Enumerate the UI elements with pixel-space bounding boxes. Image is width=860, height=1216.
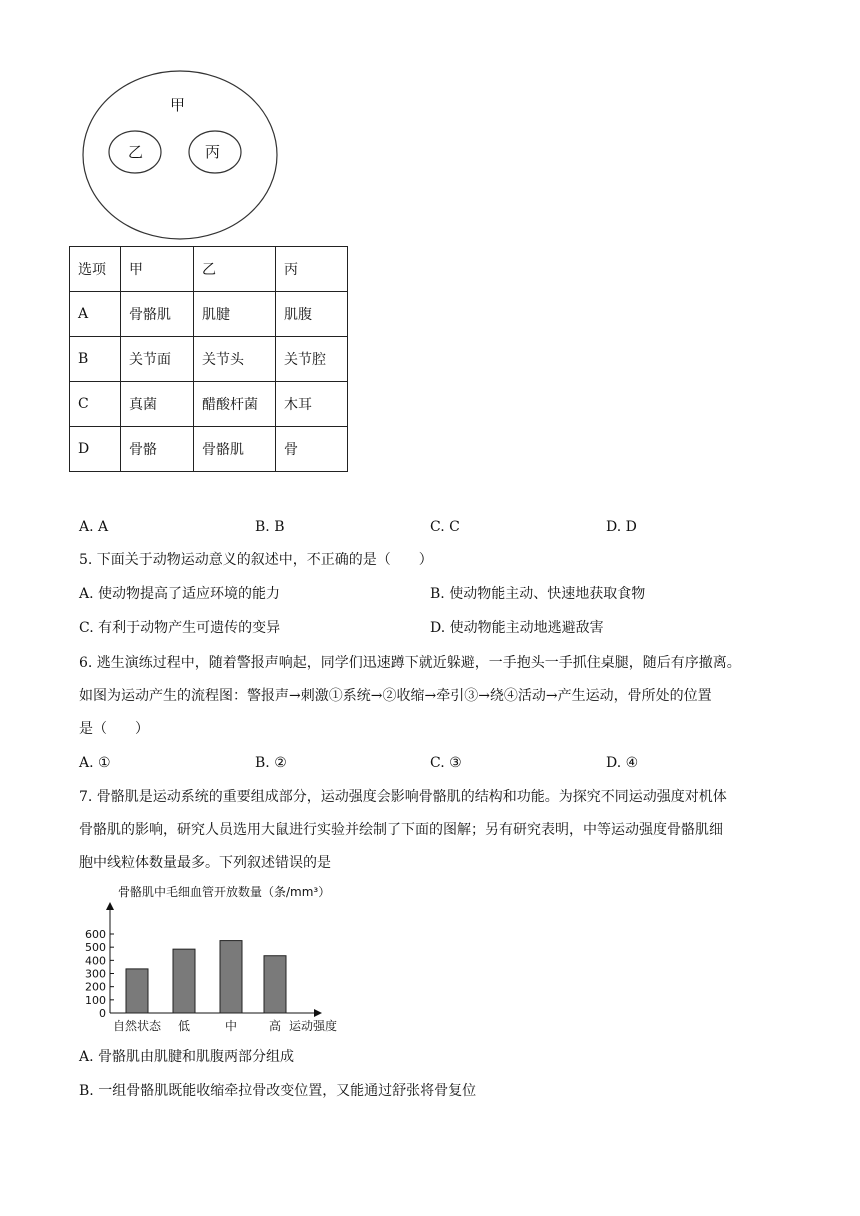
q6-stem-line-3: 是（ ） bbox=[79, 721, 149, 737]
q4-option-c: C. C bbox=[430, 519, 460, 535]
q5-option-b: B. 使动物能主动、快速地获取食物 bbox=[430, 586, 646, 602]
q7-stem-line-2: 骨骼肌的影响，研究人员选用大鼠进行实验并绘制了下面的图解；另有研究表明，中等运动强度骨骼肌细 bbox=[79, 822, 723, 838]
table-cell: 关节头 bbox=[194, 337, 276, 382]
table-header-cell: 乙 bbox=[194, 247, 276, 292]
venn-svg bbox=[80, 68, 280, 243]
q6-option-d: D. ④ bbox=[606, 755, 639, 771]
chart-title: 骨骼肌中毛细血管开放数量（条/mm³） bbox=[118, 885, 331, 899]
table-cell: 木耳 bbox=[276, 382, 348, 427]
q6-option-b: B. ② bbox=[255, 755, 287, 771]
q4-option-a: A. A bbox=[79, 519, 109, 535]
x-tick-label: 高 bbox=[268, 1019, 282, 1033]
q7-option-b: B. 一组骨骼肌既能收缩牵拉骨改变位置，又能通过舒张将骨复位 bbox=[79, 1083, 477, 1099]
bar bbox=[220, 941, 242, 1013]
chart-svg bbox=[78, 880, 368, 1040]
chart-xlabel: 运动强度 bbox=[289, 1019, 338, 1033]
options-table bbox=[69, 246, 348, 472]
y-tick-label: 100 bbox=[85, 993, 106, 1007]
x-tick-label: 中 bbox=[224, 1019, 238, 1033]
q6-option-c: C. ③ bbox=[430, 755, 462, 771]
table-cell: 骨骼肌 bbox=[121, 292, 194, 337]
venn-left-label: 乙 bbox=[128, 143, 144, 161]
table-cell: A bbox=[70, 292, 121, 337]
q5-option-d: D. 使动物能主动地逃避敌害 bbox=[430, 620, 604, 636]
table-cell: 肌腱 bbox=[194, 292, 276, 337]
q4-option-d: D. D bbox=[606, 519, 637, 535]
q7-stem-line-1: 7. 骨骼肌是运动系统的重要组成部分，运动强度会影响骨骼肌的结构和功能。为探究不同运动强度对机体 bbox=[79, 789, 727, 805]
table-cell: 骨 bbox=[276, 427, 348, 472]
y-tick-label: 400 bbox=[85, 954, 106, 968]
table-cell: D bbox=[70, 427, 121, 472]
table-cell: 醋酸杆菌 bbox=[194, 382, 276, 427]
q6-stem-line-1: 6. 逃生演练过程中，随着警报声响起，同学们迅速蹲下就近躲避，一手抱头一手抓住桌腿，随后有序撤离。 bbox=[79, 655, 741, 671]
table-row bbox=[70, 337, 348, 382]
table-header-cell: 丙 bbox=[276, 247, 348, 292]
table-cell: 肌腹 bbox=[276, 292, 348, 337]
bar bbox=[264, 956, 286, 1013]
table-cell: C bbox=[70, 382, 121, 427]
venn-right-label: 丙 bbox=[205, 143, 221, 161]
table-cell: 骨骼肌 bbox=[194, 427, 276, 472]
table-cell: 骨骼 bbox=[121, 427, 194, 472]
bar bbox=[126, 969, 148, 1013]
q6-option-a: A. ① bbox=[79, 755, 111, 771]
table-row bbox=[70, 427, 348, 472]
table-cell: 关节面 bbox=[121, 337, 194, 382]
q5-option-a: A. 使动物提高了适应环境的能力 bbox=[79, 586, 281, 602]
q7-option-a: A. 骨骼肌由肌腱和肌腹两部分组成 bbox=[79, 1049, 295, 1065]
y-tick-label: 0 bbox=[99, 1007, 106, 1020]
table-cell: 真菌 bbox=[121, 382, 194, 427]
table-header-row bbox=[70, 247, 348, 292]
table-header-cell: 甲 bbox=[121, 247, 194, 292]
y-axis-arrow bbox=[106, 902, 114, 910]
table-header-cell: 选项 bbox=[70, 247, 121, 292]
y-tick-label: 600 bbox=[85, 928, 106, 941]
table-row bbox=[70, 292, 348, 337]
table-row bbox=[70, 382, 348, 427]
venn-outer-label: 甲 bbox=[170, 96, 186, 114]
table-cell: 关节腔 bbox=[276, 337, 348, 382]
q6-stem-line-2: 如图为运动产生的流程图：警报声→刺激①系统→②收缩→牵引③→绕④活动→产生运动，骨所处的位置 bbox=[79, 688, 712, 704]
q4-option-b: B. B bbox=[255, 519, 285, 535]
y-tick-label: 300 bbox=[85, 967, 106, 981]
x-tick-label: 自然状态 bbox=[112, 1019, 162, 1033]
bar bbox=[173, 949, 195, 1013]
q5-stem: 5. 下面关于动物运动意义的叙述中，不正确的是（ ） bbox=[79, 552, 433, 568]
x-tick-label: 低 bbox=[177, 1019, 191, 1033]
y-tick-label: 200 bbox=[85, 980, 106, 994]
bar-chart bbox=[78, 880, 368, 1040]
x-axis-arrow bbox=[314, 1009, 322, 1017]
venn-diagram bbox=[80, 68, 280, 243]
y-tick-label: 500 bbox=[85, 941, 106, 955]
table-cell: B bbox=[70, 337, 121, 382]
q5-option-c: C. 有利于动物产生可遗传的变异 bbox=[79, 620, 281, 636]
q7-stem-line-3: 胞中线粒体数量最多。下列叙述错误的是 bbox=[79, 855, 331, 871]
